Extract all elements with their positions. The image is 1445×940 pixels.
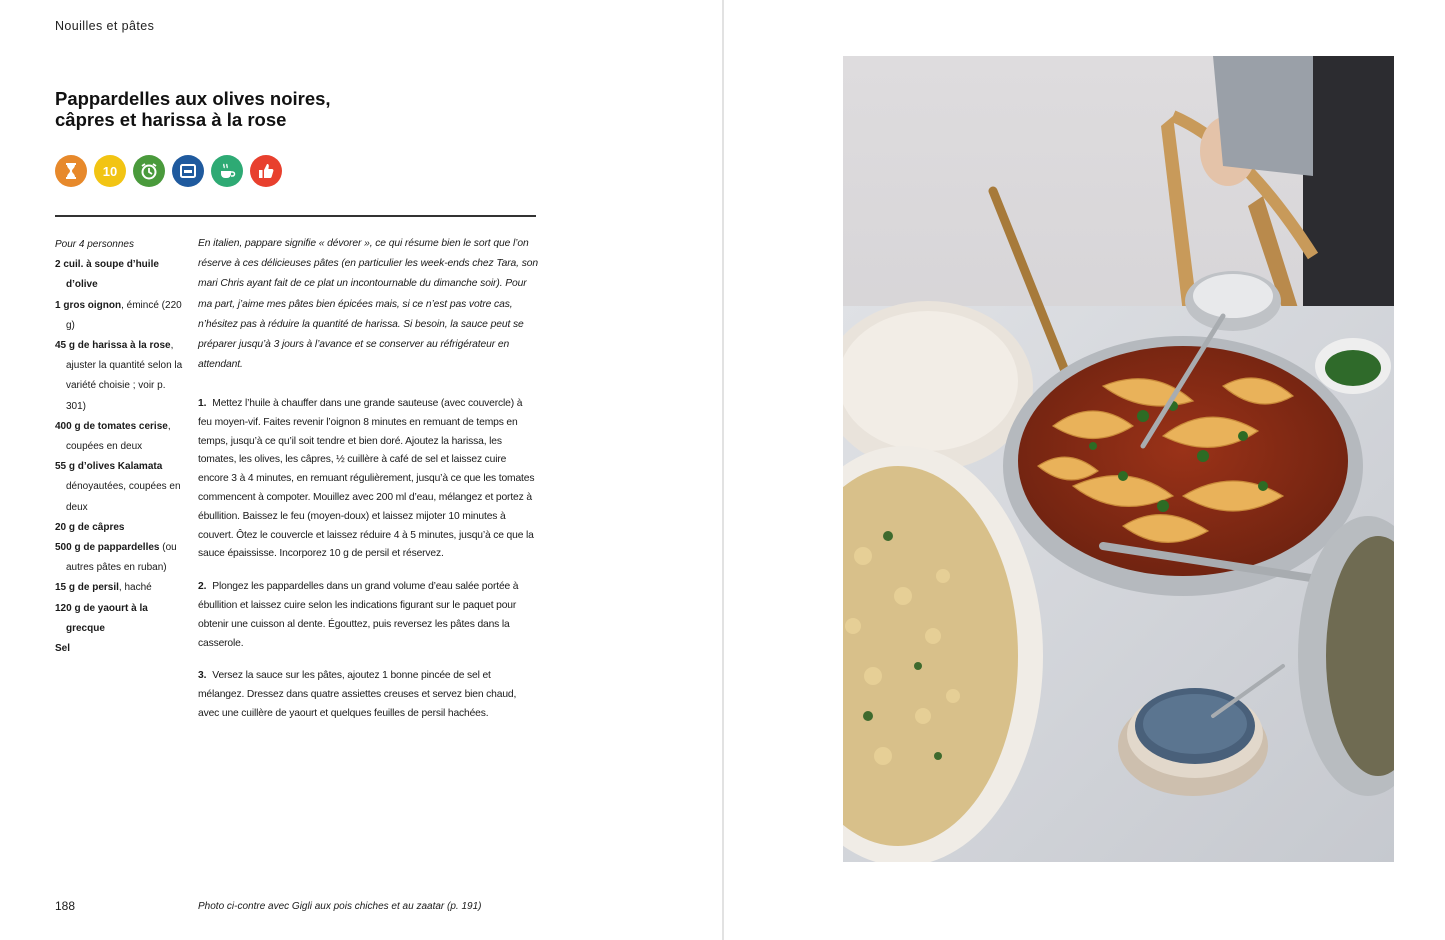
ingredient-item: 45 g de harissa à la rose, ajuster la quantité selon la variété choisie ; voir p. 301) xyxy=(55,340,183,412)
recipe-step xyxy=(198,395,538,564)
ingredient-item: 400 g de tomates cerise, coupées en deux xyxy=(55,420,171,453)
recipe-step xyxy=(198,667,538,723)
ingredient-item: Sel xyxy=(55,643,71,655)
steaming-cup-icon xyxy=(211,155,243,187)
hourglass-icon xyxy=(55,155,87,187)
ingredient-item: 15 g de persil, haché xyxy=(55,582,152,594)
ingredient-item: 120 g de yaourt à la grecque xyxy=(55,602,148,634)
pasta-dish-illustration xyxy=(843,56,1394,862)
ten-icon: 10 xyxy=(94,155,126,187)
step-number: 2. xyxy=(198,581,207,593)
step-text: Versez la sauce sur les pâtes, ajoutez 1 bonne pincée de sel et mélangez. Dressez dans quatre assiettes creuses et servez bien chaud, avec une cuillère de yaourt et quelques feuilles de persil hachées. xyxy=(198,670,517,719)
step-number: 1. xyxy=(198,398,207,409)
recipe-intro: En italien, pappare signifie « dévorer », ce qui résume bien le sort que l’on réserve à ces délicieuses pâtes (en particulier les week-ends chez Tara, son mari Chris ayant fait de ce plat un incontournable du dimanche soir). Pour ma part, j’aime mes pâtes bien épicées mais, si ce n’est pas votre cas, n’hésitez pas à réduire la quantité de harissa. Si besoin, la sauce peut se préparer jusqu’à 3 jours à l’avance et se conserver au réfrigérateur en attendant. xyxy=(198,238,539,371)
left-page xyxy=(0,0,722,940)
recipe-title-line-1: Pappardelles aux olives noires, xyxy=(55,88,331,109)
step-text: Plongez les pappardelles dans un grand volume d’eau salée portée à ébullition et laissez cuire selon les indications figurant sur le paquet pour obtenir une cuisson al dente. Égouttez, puis reversez les pâtes dans la casserole. xyxy=(198,581,519,649)
recipe-photo xyxy=(843,56,1394,862)
ingredient-item: 20 g de câpres xyxy=(55,521,125,533)
recipe-title xyxy=(55,88,475,130)
step-number: 3. xyxy=(198,670,207,682)
recipe-badges xyxy=(55,155,282,187)
storage-box-icon xyxy=(172,155,204,187)
ingredient-item: 2 cuil. à soupe d’huile d’olive xyxy=(55,259,159,291)
ingredient-item: 1 gros oignon, émincé (220 g) xyxy=(55,299,182,331)
thumbs-up-icon xyxy=(250,155,282,187)
title-divider xyxy=(55,215,536,217)
ingredient-list xyxy=(55,235,185,659)
page-number: 188 xyxy=(55,899,76,913)
ingredient-item: 55 g d’olives Kalamata dénoyautées, coupées en deux xyxy=(55,461,181,513)
recipe-title-line-2: câpres et harissa à la rose xyxy=(55,109,287,130)
step-text: Mettez l’huile à chauffer dans une grande sauteuse (avec couvercle) à feu moyen-vif. Faites revenir l’oignon 8 minutes en remuant de temps en temps, jusqu’à ce qu’il soit tendre et bien doré. Ajoutez la harissa, les tomates, les olives, les câpres, ½ cuillère à café de sel et laissez cuire encore 3 à 4 minutes, en remuant régulièrement, jusqu’à ce que les tomates commencent à compoter. Mouillez avec 200 ml d’eau, mélangez et portez à ébullition. Baissez le feu (moyen-doux) et laissez mijoter 10 minutes à couvert. Ôtez le couvercle et laissez réduire 4 à 5 minutes, jusqu’à ce que la sauce épaississe. Incorporez 10 g de persil et réservez. xyxy=(198,398,535,560)
ingredient-item: 500 g de pappardelles (ou autres pâtes en ruban) xyxy=(55,542,177,574)
recipe-steps xyxy=(198,395,538,738)
servings: Pour 4 personnes xyxy=(55,239,134,250)
photo-caption: Photo ci-contre avec Gigli aux pois chiches et au zaatar (p. 191) xyxy=(198,901,482,912)
recipe-step xyxy=(198,578,538,653)
clock-icon xyxy=(133,155,165,187)
section-title: Nouilles et pâtes xyxy=(55,19,155,33)
